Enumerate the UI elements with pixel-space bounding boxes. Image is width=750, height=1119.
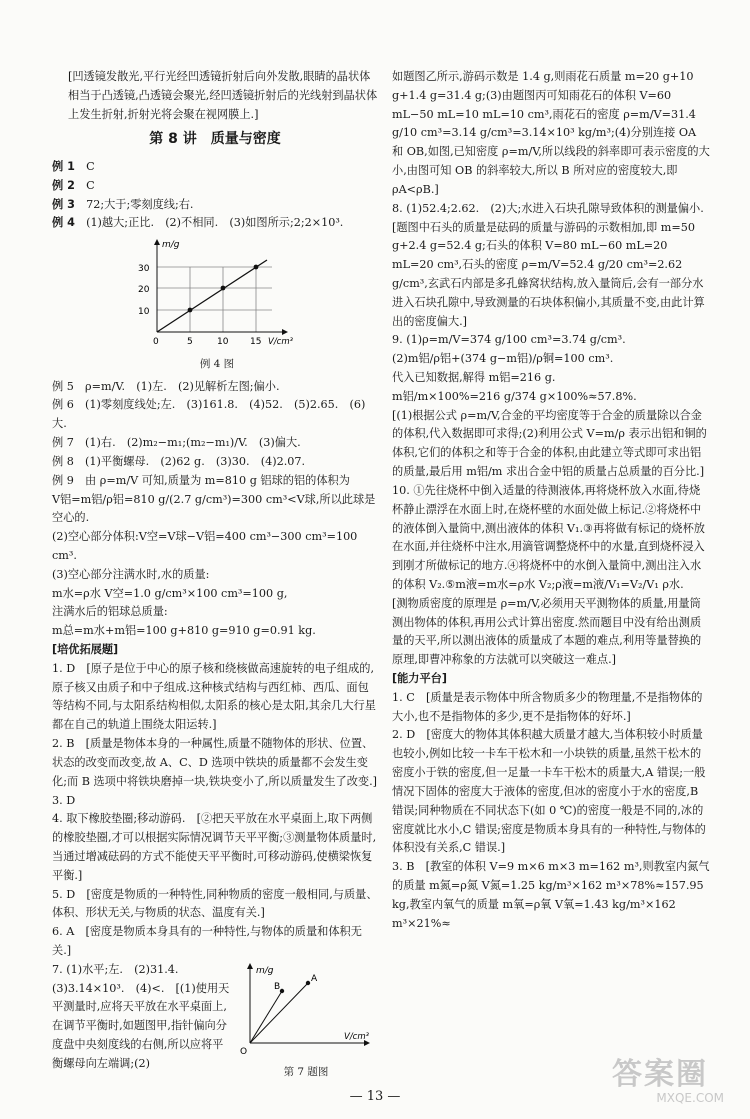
x-axis-label: V/cm³ [268, 337, 294, 348]
watermark-text: 答案圈 [612, 1057, 708, 1092]
question-9-line: 代入已知数据,解得 m铝=216 g. [392, 371, 556, 384]
mass-volume-graph [122, 237, 312, 349]
origin-label: O [240, 1046, 248, 1057]
question-7: 7. (1)水平;左. (2)31.4. (3)3.14×10³. (4)<. [(1)使用天平测量时,应将天平放在水平桌面上,在调节平衡时,如题图甲,指针偏向分度盘中央刻度线的右侧,所以应将平衡螺母向左端调;(2) [52, 962, 230, 1070]
line-ob [250, 991, 282, 1043]
watermark-url: MXQE.COM [656, 1091, 724, 1105]
question-9-explanation: [(1)根据公式 ρ=m/V,合金的平均密度等于合金的质量除以合金的体积,代入数据即可求得;(2)利用公式 V=m/ρ 表示出铝和铜的体积,它们的体积之和等于合金的体积,由此建立等式即可求出铝的质量,最后用 m铝/m 求出合金中铝的质量占总质量的百分比.] [392, 408, 707, 479]
right-column [392, 68, 710, 933]
example-3 [52, 196, 378, 215]
ability-question-3: 3. B [教室的体积 V=9 m×6 m×3 m=162 m³,则教室内氮气的质量 m氮=ρ氮 V氮=1.25 kg/m³×162 m³×78%≈157.95 kg,教室内氧气的质量 m氧=ρ氧 V氧=1.43 kg/m³×162 m³×21%≈ [392, 860, 710, 930]
ability-question-1: 1. C [质量是表示物体中所含物质多少的物理量,不是指物体的大小,也不是指物体的多少,更不是指物体的好坏.] [392, 690, 703, 723]
data-point [254, 265, 259, 270]
example-5: 例 5 ρ=m/V. (1)左. (2)见解析左图;偏小. [52, 379, 280, 393]
data-line [157, 260, 267, 332]
lesson-title: 第 8 讲 质量与密度 [149, 131, 281, 148]
x-tick-label: 0 [153, 337, 159, 348]
y-axis-arrow [247, 963, 253, 969]
question-7-figure [236, 961, 376, 1081]
x-axis-arrow [282, 329, 288, 335]
example-label: 例 4 [52, 216, 75, 230]
question-8-explanation: [题图中石头的质量是砝码的质量与游码的示数相加,即 m=50 g+2.4 g=52.4 g;石头的体积 V=80 mL−60 mL=20 mL=20 cm³,石头的密度 ρ=m/V=52.4 g/20 cm³=2.62 g/cm³,玄武石内部是多孔蜂窝状结构,放入量筒后,会有一部分水进入石块孔隙中,导致测量的石块体积偏小,其质量不变,由此计算出的密度偏大.] [392, 220, 705, 328]
intro-paragraph: [凹透镜发散光,平行光经凹透镜折射后向外发散,眼睛的晶状体相当于凸透镜,凸透镜会聚光,经凹透镜折射后的光线射到晶状体上发生折射,折射光将会聚在视网膜上.] [68, 70, 378, 121]
example-4-figure [122, 237, 312, 373]
graph-grid [157, 267, 272, 332]
density-comparison-graph [236, 961, 376, 1057]
question-10: 10. ①先往烧杯中倒入适量的待测液体,再将烧杯放入水面,待烧杯静止漂浮在水面上时,在烧杯壁的水面处做上标记.②将烧杯中的液体倒入量筒中,测出液体的体积 V₁.③再将做有标记的烧杯放在水面,并往烧杯中注水,用滴管调整烧杯中的水量,直到烧杯浸入到刚才所做标记的地方.④将烧杯中的水倒入量筒中,测出注入水的体积 V₂.⑤m液=m水=ρ水 V₂;ρ液=m液/V₁=V₂/V₁ ρ水. [测物质密度的原理是 ρ=m/V,必须用天平测物体的质量,用量筒测出物体的体积,再用公式计算出密度.然而题目中没有给出测质量的天平,所以测出液体的质量成了本题的难点,利用等量替换的原理,即曹冲称象的方法就可以突破这一难点.] [392, 483, 705, 667]
section-title: [能力平台] [392, 672, 447, 685]
question-6: 6. A [密度是物质本身具有的一种特性,与物体的质量和体积无关.] [52, 925, 362, 958]
example-8: 例 8 (1)平衡螺母. (2)62 g. (3)30. (4)2.07. [52, 454, 306, 468]
figure-caption: 例 4 图 [199, 358, 235, 371]
example-2 [52, 177, 378, 196]
example-label: 例 2 [52, 178, 75, 192]
question-4: 4. 取下橡胶垫圈;移动游码. [②把天平放在水平桌面上,取下两侧的橡胶垫圈,才可以根据实际情况调节天平平衡;③测量物体质量时,当通过增减砝码的方式不能使天平平衡时,可移动游码,使横梁恢复平衡.] [52, 812, 377, 882]
x-axis-label: V/cm³ [344, 1031, 370, 1042]
example-answer: 72;大于;零刻度线;右. [86, 197, 194, 211]
example-label: 例 3 [52, 197, 75, 211]
x-tick-label: 10 [217, 337, 229, 348]
y-tick-label: 20 [138, 285, 150, 296]
ability-question-2: 2. D [密度大的物体其体积越大质量才越大,当体积较小时质量也较小,例如比较一卡车干松木和一小块铁的质量,虽然干松木的密度小于铁的密度,但一足量一卡车干松木的质量大,A 错误;一般情况下固体的密度大于液体的密度,但冰的密度小于水的密度,B 错误;同种物质在不同状态下(如 0 ℃)的密度一般是不同的,冰的密度就比水小,C 错误;密度是物质本身具有的一种特性,与物体的体积没有关系,C 错误.] [392, 728, 706, 855]
y-tick-label: 30 [138, 264, 150, 275]
point-b [280, 989, 284, 993]
point-a-label: A [311, 973, 318, 984]
example-7: 例 7 (1)右. (2)m₂−m₁;(m₂−m₁)/V. (3)偏大. [52, 436, 301, 450]
point-b-label: B [274, 981, 281, 992]
example-9-line: m总=m水+m铝=100 g+810 g=910 g=0.91 kg. [52, 624, 316, 638]
example-1 [52, 158, 378, 177]
example-answer: C [86, 159, 95, 173]
question-3: 3. D [52, 793, 76, 807]
point-a [306, 981, 310, 985]
watermark-logo [612, 1059, 732, 1109]
question-9-line: (2)m铝/ρ铝+(374 g−m铝)/ρ铜=100 cm³. [392, 352, 614, 366]
left-column [52, 68, 378, 1078]
question-9-line: 9. (1)ρ=m/V=374 g/100 cm³=3.74 g/cm³. [392, 333, 626, 347]
question-8: 8. (1)52.4;2.62. (2)大;水进入石块孔隙导致体积的测量偏小. [392, 201, 704, 215]
question-5: 5. D [密度是物质的一种特性,同种物质的密度一般相同,与质量、体积、形状无关,与物质的状态、温度有关.] [52, 887, 378, 920]
example-6: 例 6 (1)零刻度线处;左. (3)161.8. (4)52. (5)2.65. (6)大. [52, 398, 366, 431]
question-2: 2. B [质量是物体本身的一种属性,质量不随物体的形状、位置、状态的改变而改变,故 A、C、D 选项中铁块的质量都不会发生变化;而 B 选项中将铁块磨掉一块,铁块变小了,所以质量发生了改变.] [52, 737, 378, 788]
y-axis-arrow [154, 239, 160, 245]
example-9-line: (2)空心部分体积:V空=V球−V铝=400 cm³−300 cm³=100 cm³. [52, 530, 358, 562]
example-9-line: V铝=m铝/ρ铝=810 g/(2.7 g/cm³)=300 cm³<V球,所以此球是空心的. [52, 492, 376, 525]
figure-caption: 第 7 题图 [283, 1065, 329, 1078]
line-oa [250, 983, 308, 1043]
section-title: [培优拓展题] [52, 643, 119, 657]
question-9-line: m铝/m×100%=216 g/374 g×100%≈57.8%. [392, 389, 637, 403]
example-answer: (1)越大;正比. (2)不相同. (3)如图所示;2;2×10³. [86, 216, 344, 230]
y-tick-label: 10 [138, 307, 150, 318]
x-tick-label: 5 [187, 337, 193, 348]
example-9-line: 例 9 由 ρ=m/V 可知,质量为 m=810 g 铝球的铝的体积为 [52, 473, 350, 487]
y-axis-label: m/g [256, 965, 274, 976]
data-point [221, 286, 226, 291]
y-axis-label: m/g [162, 240, 180, 251]
question-7-continued: 如题图乙所示,游码示数是 1.4 g,则雨花石质量 m=20 g+10 g+1.4 g=31.4 g;(3)由题图丙可知雨花石的体积 V=60 mL−50 mL=10 mL=10 cm³,雨花石的密度 ρ=m/V=31.4 g/10 cm³=3.14 g/cm³=3.14×10³ kg/m³;(4)分别连接 OA 和 OB,如图,已知密度 ρ=m/V,所以线段的斜率即可表示密度的大小,由图可知 OB 的斜率较大,所以 B 所对应的密度较大,即 ρA<ρB.] [392, 70, 710, 196]
question-7-block [52, 961, 378, 1078]
example-9-line: (3)空心部分注满水时,水的质量: [52, 567, 210, 581]
page-number: — 13 — [349, 1089, 401, 1104]
data-point [188, 308, 193, 313]
example-9-line: 注满水后的铝球总质量: [52, 605, 168, 619]
x-tick-label: 15 [250, 337, 262, 348]
example-9-line: m水=ρ水 V空=1.0 g/cm³×100 cm³=100 g, [52, 586, 288, 600]
example-answer: C [86, 178, 95, 192]
question-1: 1. D [原子是位于中心的原子核和绕核做高速旋转的电子组成的,原子核又由质子和中子组成.这种核式结构与西红柿、西瓜、面包等结构不同,与太阳系结构相似,太阳系的核心是太阳,其余几大行星都在自己的轨道上围绕太阳运转.] [52, 661, 376, 732]
example-label: 例 1 [52, 159, 75, 173]
example-4 [52, 214, 378, 233]
